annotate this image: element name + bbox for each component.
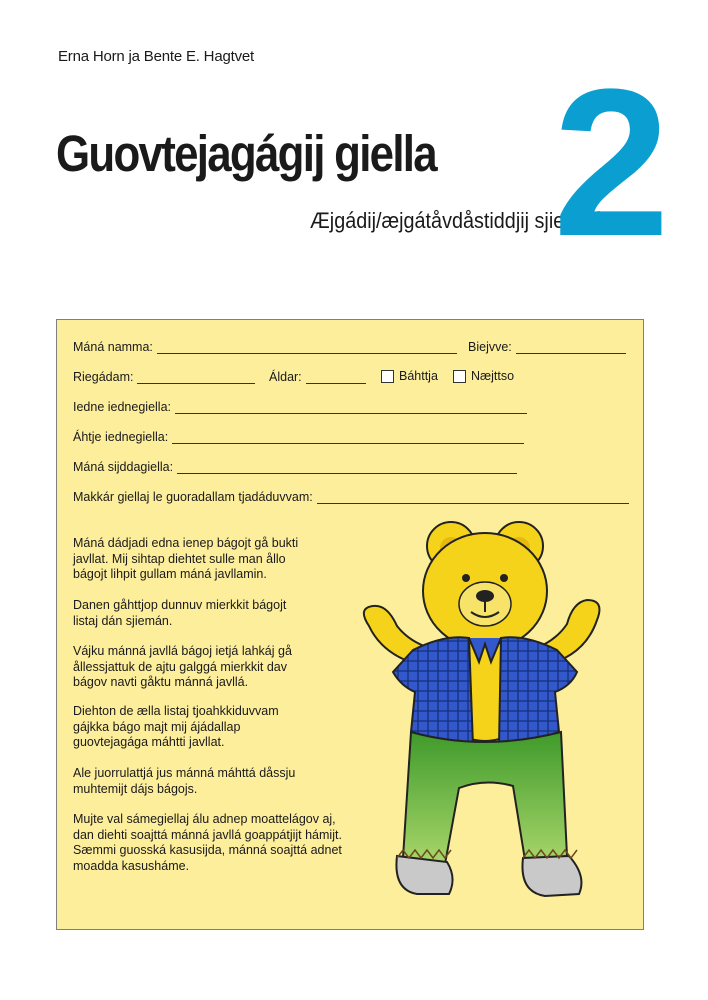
birthday-field[interactable]: [516, 341, 626, 354]
text-line: Máná dádjadi edna ienep bágojt gå bukti: [73, 536, 299, 550]
text-line: bágov navti gåktu mánná javllá.: [73, 675, 249, 689]
bear-pants: [403, 732, 567, 864]
bear-eye: [462, 574, 470, 582]
father-option-label: Báhttja: [399, 369, 438, 383]
paragraph-2: [73, 598, 363, 629]
home-language-field[interactable]: [177, 461, 517, 474]
father-tongue-row: [73, 430, 524, 444]
mother-tongue-label: Iedne iednegiella:: [73, 400, 171, 414]
mother-checkbox[interactable]: [453, 370, 466, 383]
text-line: Vájku mánná javllá bágoj ietjá lahkáj gå: [73, 644, 292, 658]
page-title: Guovtejagágij giella: [56, 125, 436, 182]
bear-nose: [476, 590, 494, 602]
text-line: Danen gåhttjop dunnuv mierkkit bágojt: [73, 598, 287, 612]
age-field[interactable]: [306, 371, 366, 384]
sex-field[interactable]: [137, 371, 255, 384]
bear-right-shoe: [522, 856, 581, 896]
bear-eye: [500, 574, 508, 582]
child-name-field[interactable]: [157, 341, 457, 354]
paragraph-1: [73, 536, 363, 583]
language-row: [73, 490, 629, 504]
father-tongue-field[interactable]: [172, 431, 524, 444]
sex-label: Riegádam:: [73, 370, 134, 384]
text-line: Ale juorrulattjá jus mánná máhttá dåssju: [73, 766, 296, 780]
age-label: Áldar:: [269, 370, 302, 384]
child-name-row: [73, 340, 457, 354]
mother-tongue-row: [73, 400, 527, 414]
home-language-row: [73, 460, 517, 474]
page-subtitle: Æjgádij/æjgátåvdåstiddjij sjiebmá: [310, 208, 603, 233]
paragraph-5: [73, 766, 363, 797]
father-option[interactable]: [381, 369, 438, 383]
text-line: Sæmmi guosská kasusijda, mánná soajttá adnet: [73, 843, 342, 857]
mother-tongue-field[interactable]: [175, 401, 527, 414]
teddy-bear-illustration: [353, 516, 623, 906]
mother-option-label: Næjttso: [471, 369, 515, 383]
language-label: Makkár giellaj le guoradallam tjadáduvvam:: [73, 490, 313, 504]
sex-row: [73, 370, 255, 384]
text-line: listaj dán sjiemán.: [73, 613, 173, 628]
father-tongue-label: Áhtje iednegiella:: [73, 430, 169, 444]
text-line: ållessjattuk de ajtu galggá mierkkit dav: [73, 659, 288, 674]
authors: Erna Horn ja Bente E. Hagtvet: [58, 48, 254, 65]
form-panel: [56, 319, 644, 930]
paragraph-6: [73, 812, 383, 874]
birthday-label: Biejvve:: [468, 340, 512, 354]
paragraph-3: [73, 644, 363, 691]
text-line: dan diehti soajttá mánná javllá goappátjijt hámijt.: [73, 827, 342, 842]
text-line: Mujte val sámegiellaj álu adnep moattelágov aj,: [73, 812, 336, 826]
home-language-label: Máná sijddagiella:: [73, 460, 174, 474]
father-checkbox[interactable]: [381, 370, 394, 383]
volume-number: 2: [553, 45, 666, 280]
paragraph-4: [73, 704, 363, 751]
birthday-row: [468, 340, 626, 354]
text-line: javllat. Mij sihtap diehtet sulle man ållo: [73, 551, 286, 566]
mother-option[interactable]: [453, 369, 514, 383]
text-line: gájkka bágo majt mij ájádallap: [73, 719, 241, 734]
language-field[interactable]: [317, 491, 629, 504]
text-line: guovtejagága máhtti javllat.: [73, 735, 225, 749]
text-line: bágojt lihpit gullam máná javllamin.: [73, 567, 267, 581]
text-line: moadda kasusháme.: [73, 858, 190, 873]
text-line: muhtemijt dájs bágojs.: [73, 781, 198, 796]
bear-left-shoe: [396, 856, 452, 894]
age-row: [269, 370, 366, 384]
text-line: Diehton de ælla listaj tjoahkkiduvvam: [73, 704, 279, 718]
child-name-label: Máná namma:: [73, 340, 153, 354]
